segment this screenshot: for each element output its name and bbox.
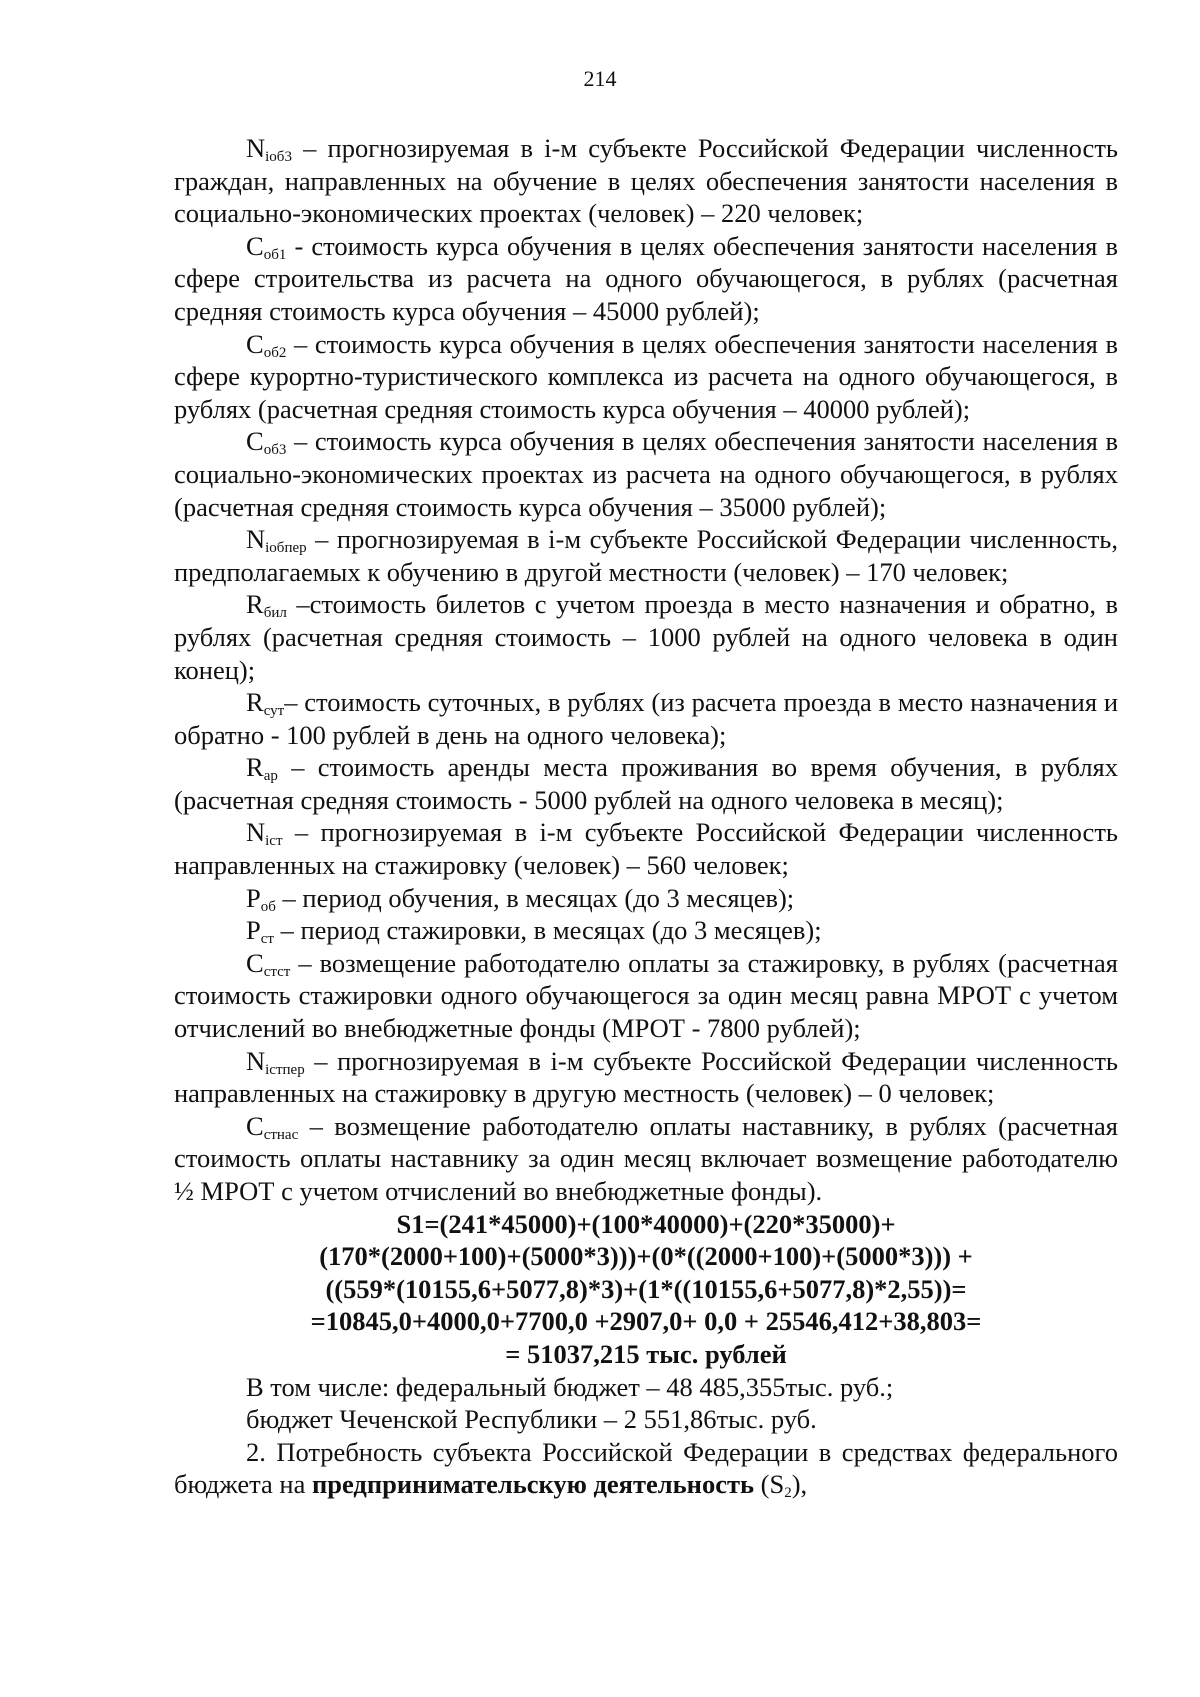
definition-paragraph (174, 947, 1118, 1045)
paragraph-2 (174, 1436, 1118, 1501)
definition-subscript: стнас (263, 1126, 299, 1143)
definition-paragraph (174, 882, 1118, 915)
definition-text: - стоимость курса обучения в целях обеспечения занятости населения в сфере строительства из расчета на одного обучающегося, в рублях (расчетная средняя стоимость курса обучения – 45000 рублей); (174, 230, 1118, 326)
definition-paragraph (174, 686, 1118, 751)
definition-paragraph (174, 816, 1118, 881)
definition-paragraph (174, 328, 1118, 426)
definition-text: – прогнозируемая в i-м субъекте Российской Федерации численность, предполагаемых к обучению в другой местности (человек) – 170 человек; (174, 524, 1118, 587)
definition-symbol: C (246, 426, 264, 457)
definition-symbol: N (246, 133, 266, 163)
paragraph-2-lead: 2. Потребность субъекта Российской Федерации в средствах федерального бюджета на (174, 1436, 1118, 1500)
federal-budget-line: В том числе: федеральный бюджет – 48 485,355тыс. руб.; (246, 1371, 894, 1402)
formula-line: (170*(2000+100)+(5000*3)))+(0*((2000+100)+(5000*3))) + (319, 1241, 973, 1272)
definition-paragraph (174, 588, 1118, 686)
definitions-list (174, 132, 1118, 1208)
definition-text: – стоимость курса обучения в целях обеспечения занятости населения в социально-экономических проектах из расчета на одного обучающегося, в рублях (расчетная средняя стоимость курса обучения – 35000 рублей); (174, 426, 1118, 522)
definition-subscript: сут (263, 703, 285, 720)
definition-subscript: об (260, 898, 276, 915)
formula-result: = 51037,215 тыс. рублей (505, 1338, 787, 1369)
definition-text: – прогнозируемая в i-м субъекте Российской Федерации численность граждан, направленных на обучение в целях обеспечения занятости населения в социально-экономических проектах (человек) – 220 человек; (174, 133, 1118, 229)
document-body (174, 132, 1118, 1501)
definition-paragraph (174, 751, 1118, 816)
definition-symbol: P (246, 915, 261, 946)
definition-text: – стоимость суточных, в рублях (из расчета проезда в место назначения и обратно - 100 рублей в день на одного человека); (174, 687, 1118, 750)
definition-subscript: стст (263, 963, 291, 980)
definition-text: – период обучения, в месяцах (до 3 месяцев); (275, 882, 795, 913)
definition-symbol: C (246, 947, 264, 978)
definition-paragraph (174, 1110, 1118, 1208)
definition-subscript: ст (260, 931, 274, 948)
definition-subscript: iобпер (265, 540, 307, 557)
definition-symbol: N (246, 817, 266, 848)
definition-text: – стоимость курса обучения в целях обеспечения занятости населения в сфере курортно-туристического комплекса из расчета на одного обучающегося, в рублях (расчетная средняя стоимость курса обучения – 40000 рублей); (174, 328, 1118, 424)
paragraph-2-sub: 2 (784, 1485, 792, 1502)
definition-symbol: N (246, 1045, 266, 1076)
definition-subscript: об2 (263, 344, 287, 361)
definition-paragraph (174, 1045, 1118, 1110)
definition-symbol: C (246, 230, 264, 261)
definition-subscript: об3 (263, 442, 287, 459)
definition-text: – прогнозируемая в i-м субъекте Российской Федерации численность направленных на стажировку (человек) – 560 человек; (174, 817, 1118, 881)
definition-paragraph (174, 914, 1118, 947)
definition-subscript: iст (265, 833, 283, 850)
formula-line: S1=(241*45000)+(100*40000)+(220*35000)+ (396, 1208, 896, 1239)
formula-block (174, 1208, 1118, 1371)
definition-symbol: R (246, 589, 264, 620)
definition-subscript: бил (263, 605, 287, 622)
definition-text: – возмещение работодателю оплаты наставнику, в рублях (расчетная стоимость оплаты наставнику за один месяц включает возмещение работодателю ½ МРОТ с учетом отчислений во внебюджетные фонды). (174, 1110, 1118, 1206)
definition-paragraph (174, 523, 1118, 588)
definition-symbol: C (246, 1110, 264, 1141)
page-number: 214 (583, 66, 617, 91)
definition-subscript: об1 (263, 246, 287, 263)
definition-subscript: iстпер (265, 1061, 305, 1078)
definition-text: – прогнозируемая в i-м субъекте Российской Федерации численность направленных на стажировку в другую местность (человек) – 0 человек; (174, 1045, 1118, 1109)
paragraph-2-bold: предпринимательскую деятельность (312, 1469, 754, 1500)
definition-text: – возмещение работодателю оплаты за стажировку, в рублях (расчетная стоимость стажировки одного обучающегося за один месяц равна МРОТ с учетом отчислений во внебюджетные фонды (МРОТ - 7800 рублей); (174, 947, 1118, 1044)
definition-subscript: iоб3 (265, 149, 292, 165)
definition-text: –стоимость билетов с учетом проезда в место назначения и обратно, в рублях (расчетная средняя стоимость – 1000 рублей на одного человека в один конец); (174, 589, 1118, 685)
definition-paragraph (174, 230, 1118, 328)
definition-text: – стоимость аренды места проживания во время обучения, в рублях (расчетная средняя стоимость - 5000 рублей на одного человека в месяц); (174, 752, 1118, 815)
definition-paragraph (174, 132, 1118, 230)
paragraph-2-tail-b: ), (791, 1469, 808, 1500)
definition-text: – период стажировки, в месяцах (до 3 месяцев); (273, 915, 822, 946)
definition-paragraph (174, 425, 1118, 523)
definition-symbol: R (246, 687, 264, 718)
paragraph-2-tail-a: (S (754, 1469, 785, 1500)
definition-symbol: R (246, 752, 264, 783)
regional-budget-line: бюджет Чеченской Республики – 2 551,86тыс. руб. (246, 1404, 817, 1435)
definition-symbol: C (246, 328, 264, 359)
definition-symbol: N (246, 524, 266, 555)
formula-line: ((559*(10155,6+5077,8)*3)+(1*((10155,6+5077,8)*2,55))= (325, 1273, 967, 1304)
definition-subscript: ар (263, 768, 278, 785)
definition-symbol: P (246, 882, 261, 913)
formula-line: =10845,0+4000,0+7700,0 +2907,0+ 0,0 + 25546,412+38,803= (310, 1306, 982, 1337)
